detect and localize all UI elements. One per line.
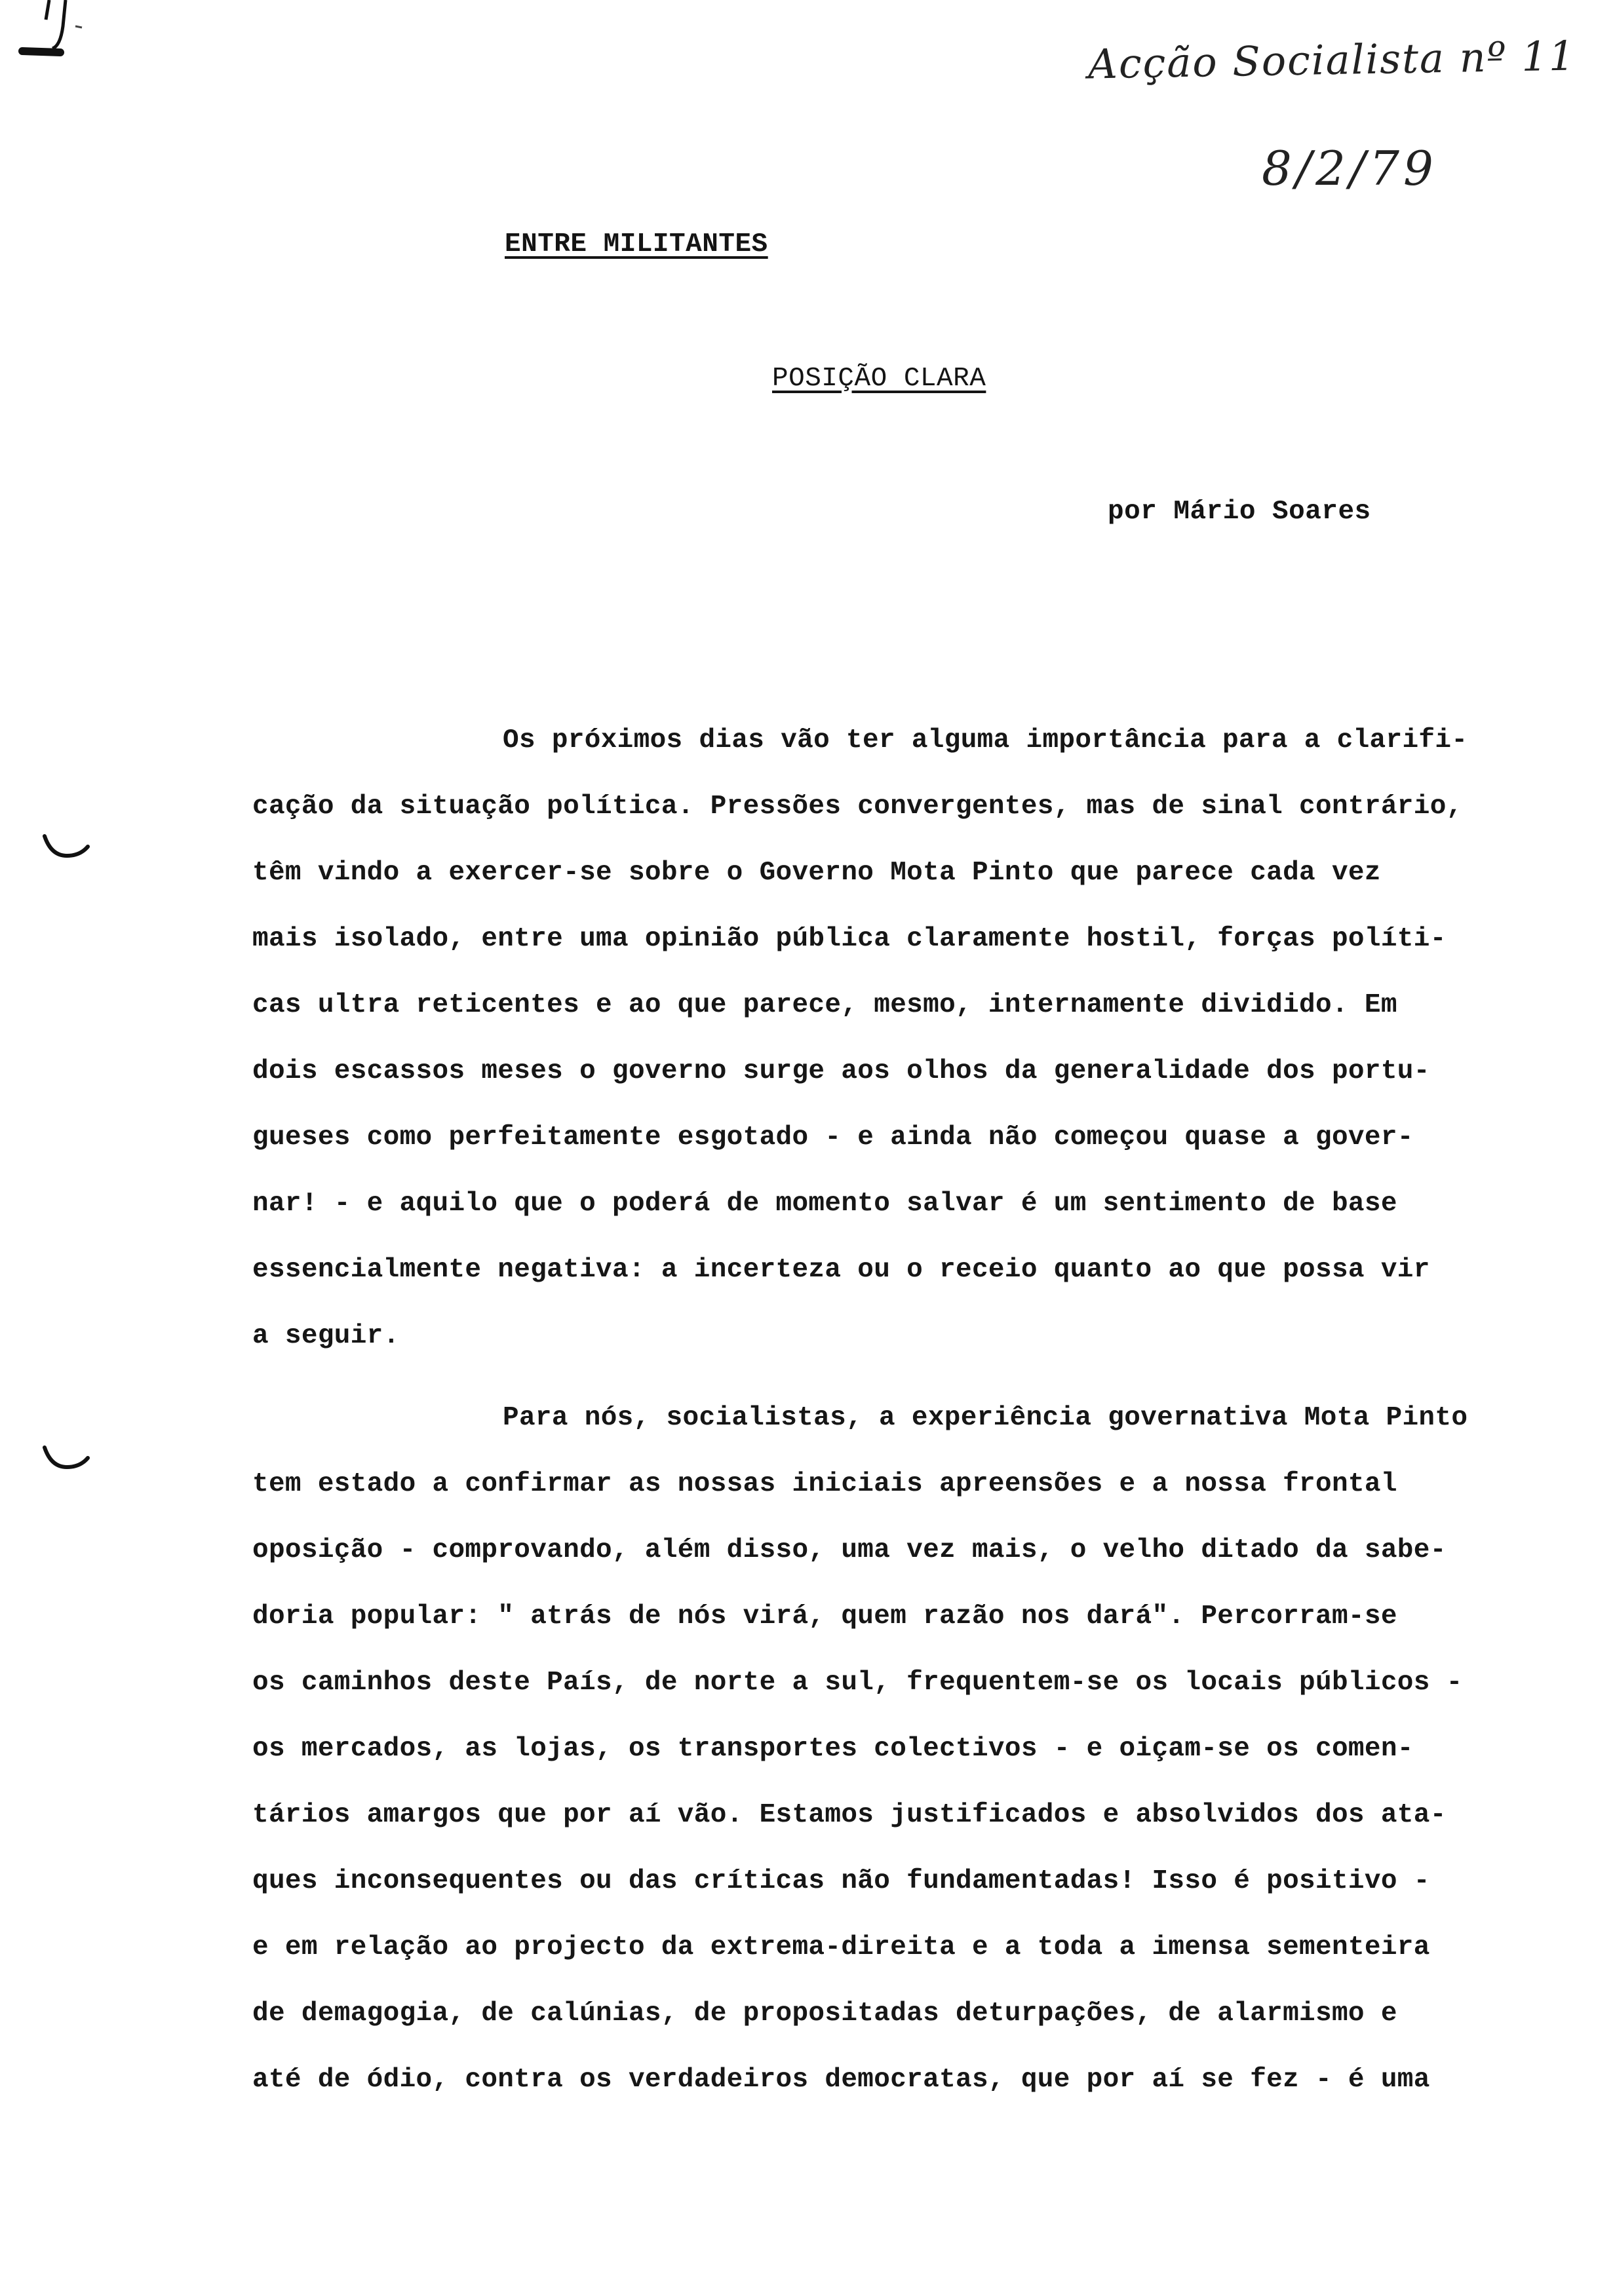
text-line: dois escassos meses o governo surge aos olhos da generalidade dos portu- xyxy=(252,1056,1430,1086)
handwritten-source-note: Acção Socialista nº 11 xyxy=(1087,31,1576,88)
punch-mark-icon xyxy=(41,827,93,866)
handwritten-date-note: 8/2/79 xyxy=(1262,141,1437,196)
text-line: os mercados, as lojas, os transportes colectivos - e oiçam-se os comen- xyxy=(252,1734,1414,1764)
text-line: Para nós, socialistas, a experiência governativa Mota Pinto xyxy=(503,1403,1468,1433)
text-line: a seguir. xyxy=(252,1321,400,1351)
text-line: ques inconsequentes ou das críticas não fundamentadas! Isso é positivo - xyxy=(252,1866,1430,1896)
text-line: os caminhos deste País, de norte a sul, frequentem-se os locais públicos - xyxy=(252,1668,1463,1698)
text-line: cas ultra reticentes e ao que parece, mesmo, internamente dividido. Em xyxy=(252,990,1397,1020)
text-line: de demagogia, de calúnias, de propositadas deturpações, de alarmismo e xyxy=(252,1999,1397,2029)
text-line: tários amargos que por aí vão. Estamos justificados e absolvidos dos ata- xyxy=(252,1800,1447,1830)
text-line: têm vindo a exercer-se sobre o Governo Mota Pinto que parece cada vez xyxy=(252,858,1381,888)
text-line: Os próximos dias vão ter alguma importância para a clarifi- xyxy=(503,725,1468,756)
corner-ink-mark-icon xyxy=(13,0,85,66)
article-title: POSIÇÃO CLARA xyxy=(772,364,986,394)
punch-mark-icon xyxy=(41,1438,93,1478)
text-line: gueses como perfeitamente esgotado - e ainda não começou quase a gover- xyxy=(252,1122,1414,1153)
section-title: ENTRE MILITANTES xyxy=(505,229,768,259)
text-line: nar! - e aquilo que o poderá de momento salvar é um sentimento de base xyxy=(252,1189,1397,1219)
text-line: mais isolado, entre uma opinião pública claramente hostil, forças políti- xyxy=(252,924,1447,954)
text-line: até de ódio, contra os verdadeiros democratas, que por aí se fez - é uma xyxy=(252,2065,1430,2095)
text-line: doria popular: " atrás de nós virá, quem razão nos dará". Percorram-se xyxy=(252,1601,1397,1632)
article-body xyxy=(252,708,1589,2113)
byline: por Mário Soares xyxy=(1108,497,1371,527)
text-line: cação da situação política. Pressões convergentes, mas de sinal contrário, xyxy=(252,792,1463,822)
text-line: tem estado a confirmar as nossas iniciais apreensões e a nossa frontal xyxy=(252,1469,1397,1499)
text-line: essencialmente negativa: a incerteza ou o receio quanto ao que possa vir xyxy=(252,1255,1430,1285)
text-line: oposição - comprovando, além disso, uma vez mais, o velho ditado da sabe- xyxy=(252,1535,1447,1565)
text-line: e em relação ao projecto da extrema-direita e a toda a imensa sementeira xyxy=(252,1932,1430,1962)
paragraph-gap xyxy=(252,1369,1589,1385)
